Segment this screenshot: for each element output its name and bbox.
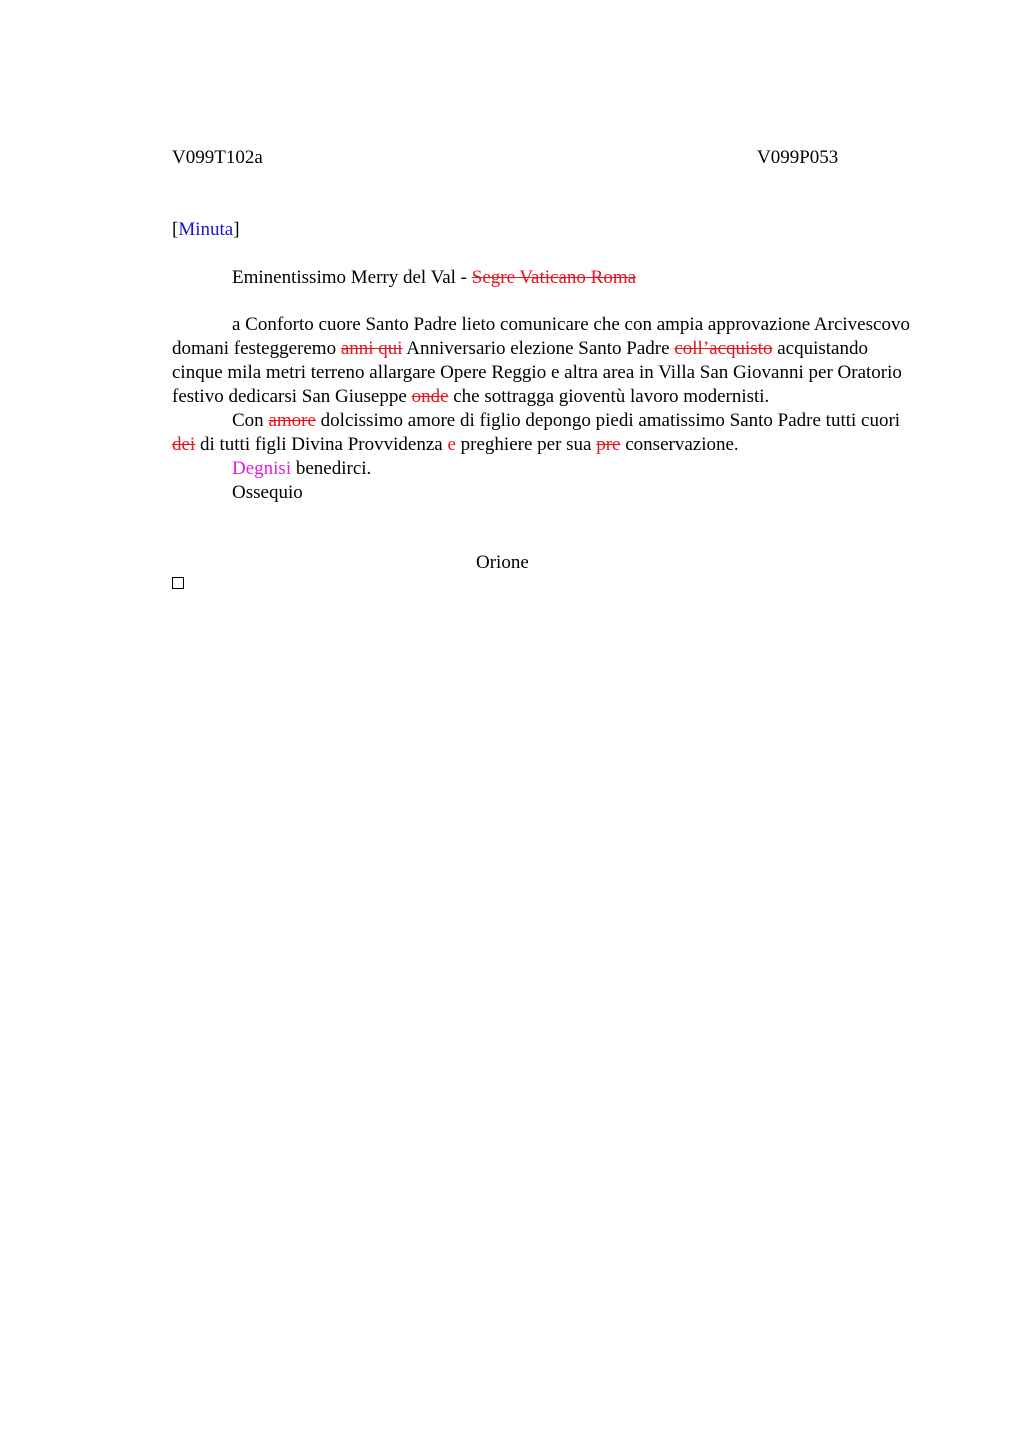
paragraph-2-text-5: conservazione. — [620, 434, 739, 455]
paragraph-1-text-3: acquistando cinque mila metri terreno allargare Opere Reggio e altra area in Villa San Giovanni per Oratorio festivo dedicarsi San Giuseppe — [172, 338, 902, 407]
addressee-struck-text: Segre Vaticano Roma — [471, 267, 637, 288]
minuta-label-line — [172, 218, 917, 242]
minuta-label: Minuta — [178, 219, 234, 240]
header-right-code: V099P053 — [757, 147, 839, 168]
header-left-code: V099T102a — [172, 147, 263, 168]
checkbox-square-icon — [172, 577, 184, 589]
paragraph-3-highlight: Degnisi — [232, 458, 292, 479]
paragraph-2-text-4: preghiere per sua — [455, 434, 597, 455]
paragraph-1-deletion-2: coll’acquisto — [674, 338, 773, 359]
paragraph-3-text: benedirci. — [291, 458, 372, 479]
paragraph-1-text-2: Anniversario elezione Santo Padre — [402, 338, 675, 359]
paragraph-2-text-1: Con — [232, 410, 269, 431]
signature: Orione — [476, 552, 529, 573]
addressee-line — [172, 266, 977, 290]
paragraph-2-text-3: di tutti figli Divina Provvidenza — [195, 434, 448, 455]
paragraph-2-red-text: e — [447, 434, 456, 455]
paragraph-1-text-1: a Conforto cuore Santo Padre lieto comunicare che con ampia approvazione Arcivescovo domani festeggeremo — [172, 314, 910, 359]
paragraph-3 — [172, 457, 917, 481]
paragraph-2-deletion-2: dei — [172, 434, 196, 455]
letter-body — [172, 313, 917, 505]
paragraph-1-deletion-1: anni qui — [340, 338, 403, 359]
minuta-close-bracket: ] — [233, 219, 240, 240]
closing-line: Ossequio — [232, 482, 303, 503]
paragraph-1-text-4: che sottragga gioventù lavoro modernisti. — [448, 386, 770, 407]
minuta-open-bracket: [ — [172, 219, 179, 240]
paragraph-2-text-2: dolcissimo amore di figlio depongo piedi amatissimo Santo Padre tutti cuori — [315, 410, 901, 431]
paragraph-2-deletion-1: amore — [268, 410, 316, 431]
paragraph-1 — [172, 313, 917, 409]
paragraph-2-deletion-3: pre — [596, 434, 621, 455]
paragraph-1-deletion-3: onde — [411, 386, 449, 407]
paragraph-2 — [172, 409, 917, 457]
addressee-text: Eminentissimo Merry del Val - — [232, 267, 472, 288]
